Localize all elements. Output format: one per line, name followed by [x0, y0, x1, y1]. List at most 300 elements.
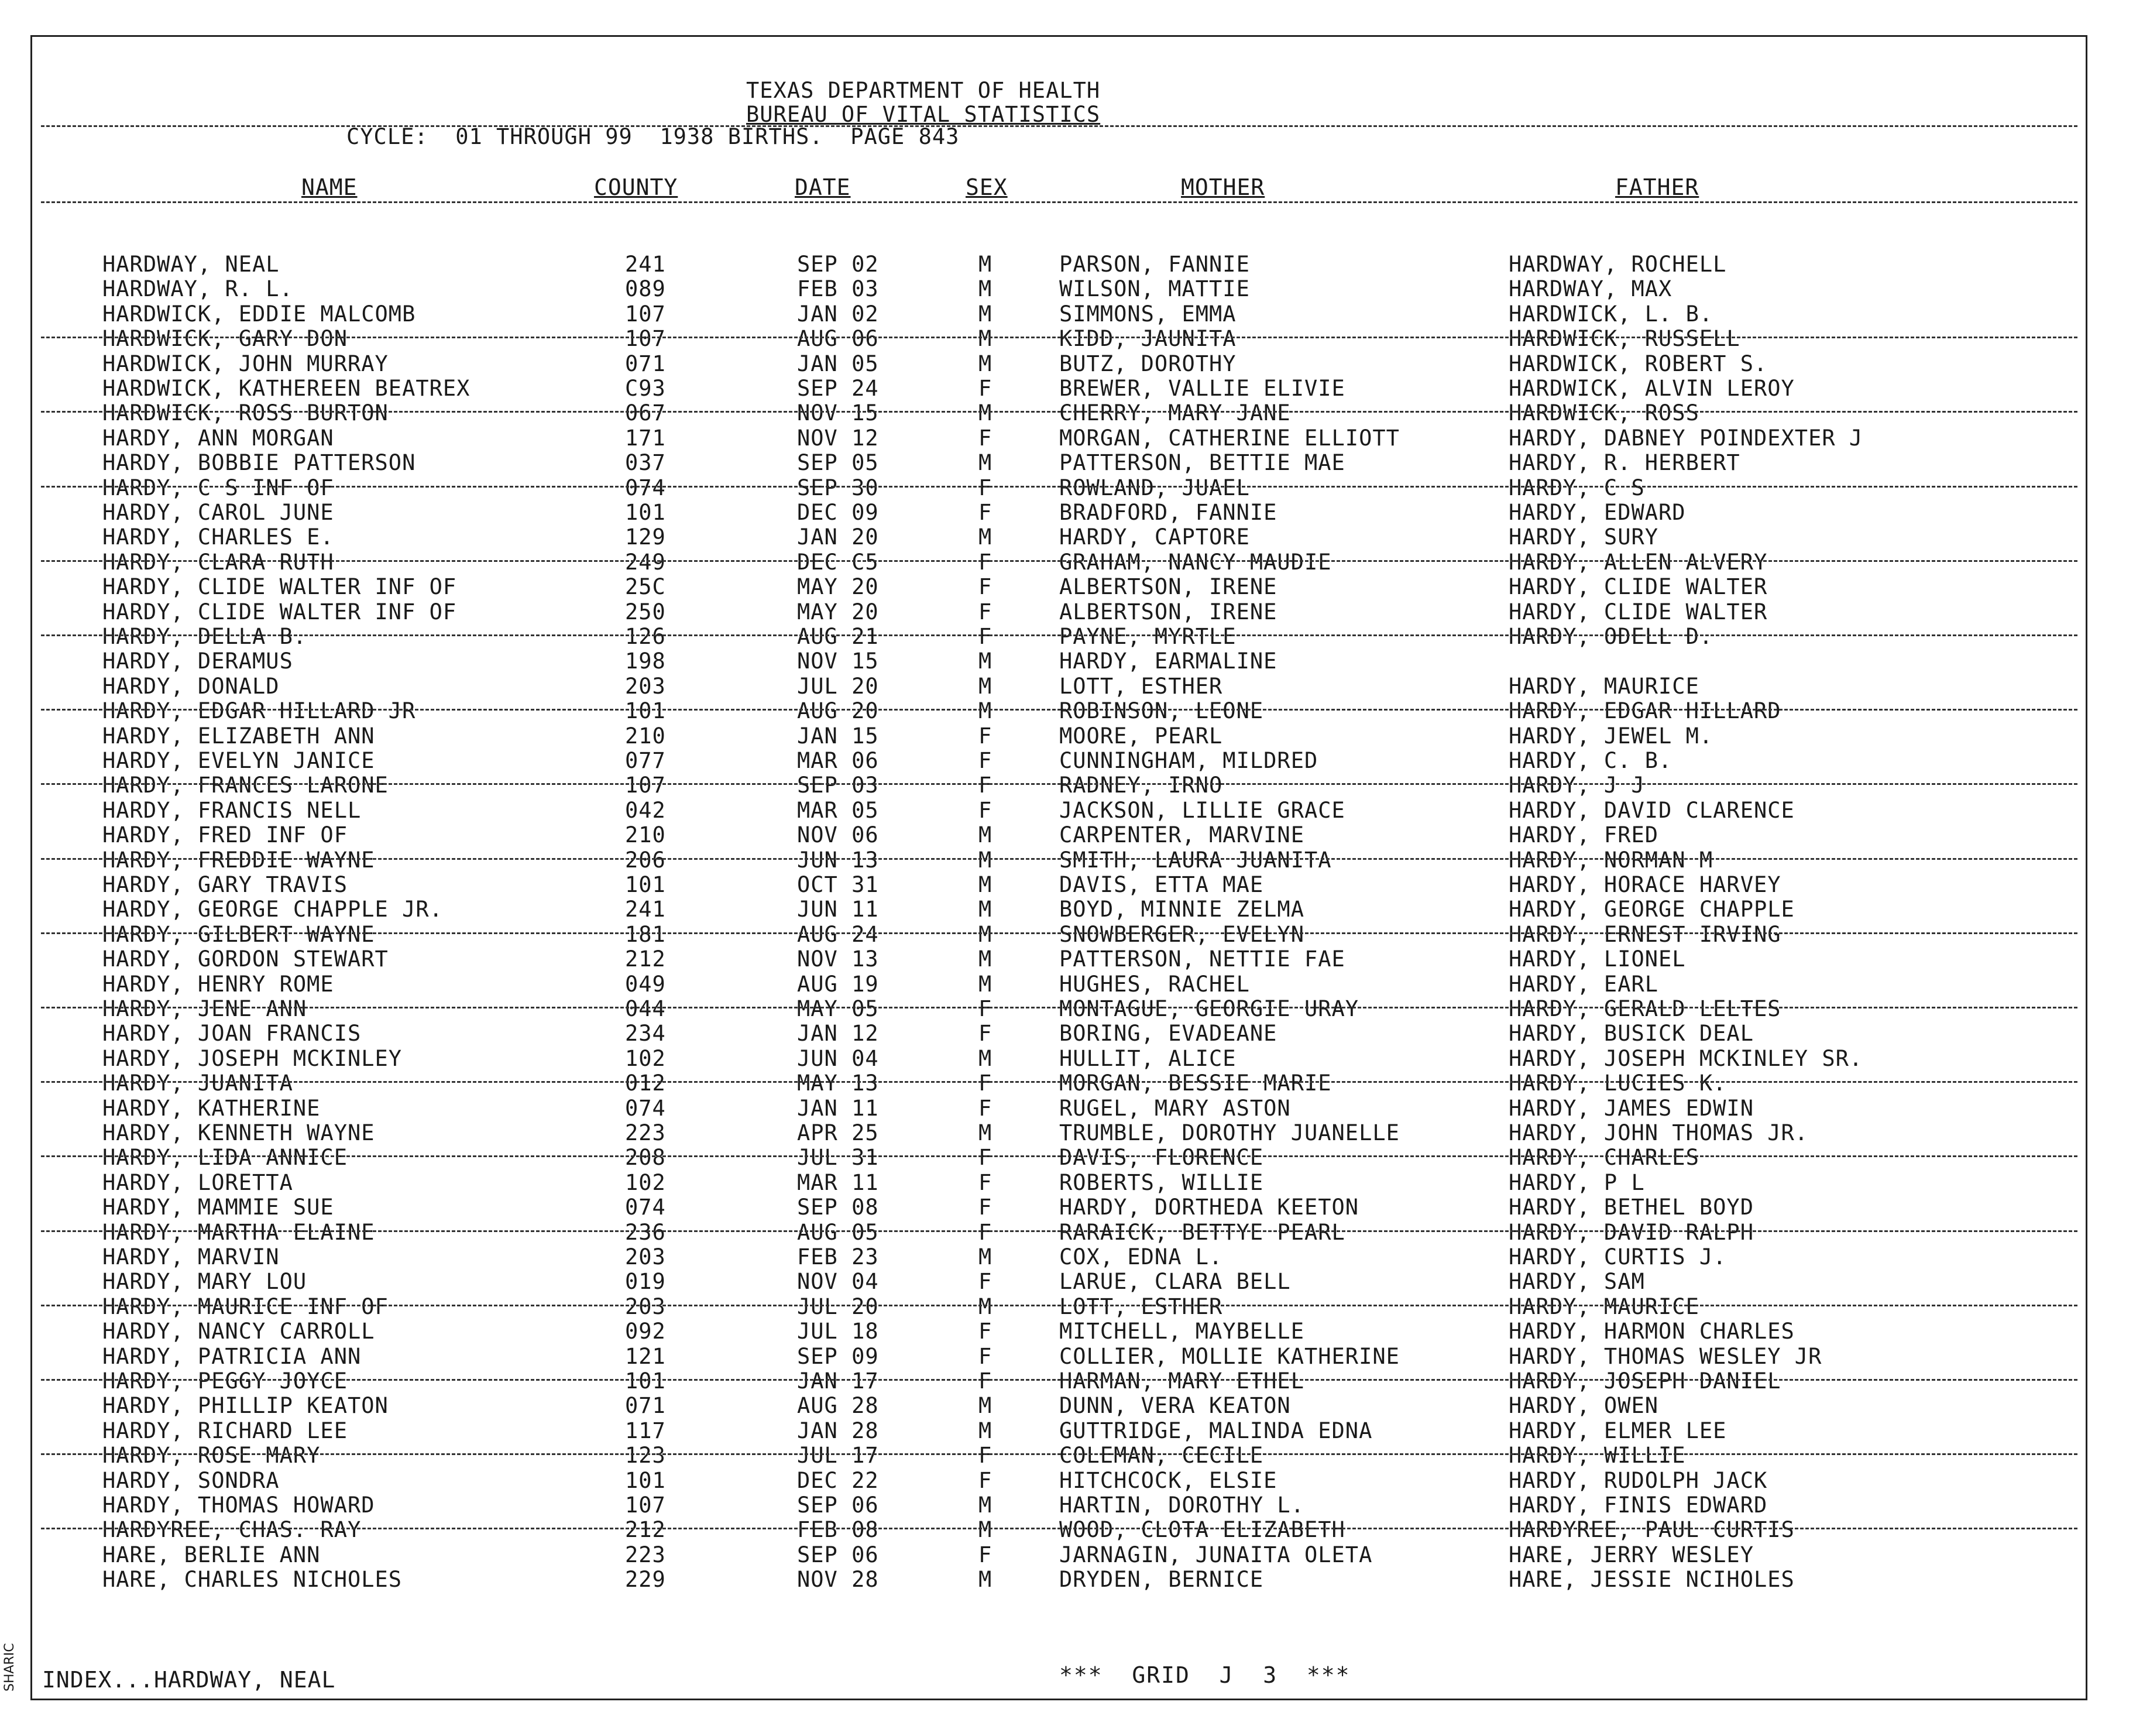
- record-father: HARDY, CURTIS J.: [1509, 1244, 1727, 1270]
- grid-footer: *** GRID J 3 ***: [1059, 1662, 1351, 1688]
- record-father: HARDWAY, MAX: [1509, 276, 1672, 301]
- record-sex: F: [978, 624, 992, 649]
- record-row: [0, 1195, 1990, 1219]
- record-sex: M: [978, 1046, 992, 1071]
- record-row: [0, 426, 1990, 450]
- record-father: HARDY, WILLIE: [1509, 1443, 1686, 1468]
- record-father: HARDY, JOSEPH DANIEL: [1509, 1368, 1781, 1394]
- record-father: HARDY, CLIDE WALTER: [1509, 599, 1768, 625]
- record-mother: ROBINSON, LEONE: [1059, 698, 1264, 723]
- record-date: DEC 09: [797, 500, 879, 525]
- record-mother: PARSON, FANNIE: [1059, 252, 1250, 277]
- record-date: SEP 03: [797, 773, 879, 798]
- record-county: 241: [625, 897, 666, 922]
- record-name: HARDY, FRANCES LARONE: [102, 773, 389, 798]
- record-father: HARDY, CHARLES: [1509, 1145, 1699, 1170]
- record-father: HARDY, ODELL D.: [1509, 624, 1713, 649]
- record-date: AUG 21: [797, 624, 879, 649]
- record-county: 126: [625, 624, 666, 649]
- row-group-divider: [41, 1230, 2077, 1232]
- record-sex: M: [978, 649, 992, 674]
- record-sex: F: [978, 1170, 992, 1195]
- record-date: JAN 02: [797, 301, 879, 327]
- record-name: HARE, CHARLES NICHOLES: [102, 1567, 403, 1592]
- record-row: [0, 698, 1990, 723]
- row-group-divider: [41, 783, 2077, 785]
- record-father: HARDYREE, PAUL CURTIS: [1509, 1517, 1795, 1542]
- record-mother: CUNNINGHAM, MILDRED: [1059, 748, 1318, 773]
- record-sex: M: [978, 848, 992, 873]
- cycle-line: CYCLE: 01 THROUGH 99 1938 BIRTHS. PAGE 843: [346, 124, 960, 149]
- record-mother: WOOD, CLOTA ELIZABETH: [1059, 1517, 1345, 1542]
- record-row: [0, 1517, 1990, 1542]
- record-name: HARDYREE, CHAS. RAY: [102, 1517, 362, 1542]
- record-father: HARDWICK, L. B.: [1509, 301, 1713, 327]
- record-county: 249: [625, 550, 666, 575]
- record-county: 101: [625, 1468, 666, 1493]
- record-name: HARDY, MARTHA ELAINE: [102, 1220, 375, 1245]
- record-date: SEP 06: [797, 1542, 879, 1567]
- record-county: 071: [625, 1393, 666, 1418]
- record-name: HARDWICK, GARY DON: [102, 326, 348, 351]
- record-father: HARDY, FINIS EDWARD: [1509, 1493, 1768, 1518]
- record-name: HARDY, FRANCIS NELL: [102, 798, 362, 823]
- record-mother: CARPENTER, MARVINE: [1059, 822, 1304, 848]
- record-name: HARDY, MAURICE INF OF: [102, 1294, 389, 1319]
- record-date: APR 25: [797, 1120, 879, 1145]
- record-date: MAR 11: [797, 1170, 879, 1195]
- col-header-sex: SEX: [966, 174, 1008, 200]
- record-mother: RUGEL, MARY ASTON: [1059, 1096, 1291, 1121]
- record-mother: GRAHAM, NANCY MAUDIE: [1059, 550, 1332, 575]
- record-date: SEP 05: [797, 450, 879, 475]
- record-county: 210: [625, 822, 666, 848]
- record-name: HARDY, BOBBIE PATTERSON: [102, 450, 416, 475]
- record-county: 101: [625, 500, 666, 525]
- row-group-divider: [41, 932, 2077, 934]
- header-subtitle: BUREAU OF VITAL STATISTICS: [746, 102, 1101, 127]
- record-county: 241: [625, 252, 666, 277]
- record-name: HARDY, JUANITA: [102, 1071, 293, 1096]
- record-name: HARDY, HENRY ROME: [102, 972, 334, 997]
- record-county: 101: [625, 872, 666, 897]
- row-group-divider: [41, 1081, 2077, 1083]
- record-sex: M: [978, 822, 992, 848]
- col-header-county: COUNTY: [594, 174, 678, 200]
- record-mother: BORING, EVADEANE: [1059, 1021, 1277, 1046]
- record-county: 107: [625, 773, 666, 798]
- record-sex: F: [978, 773, 992, 798]
- record-name: HARDY, FREDDIE WAYNE: [102, 848, 375, 873]
- record-name: HARDY, KATHERINE: [102, 1096, 321, 1121]
- record-name: HARDY, SONDRA: [102, 1468, 280, 1493]
- record-mother: HARDY, EARMALINE: [1059, 649, 1277, 674]
- record-row: [0, 1368, 1990, 1393]
- row-group-divider: [41, 1453, 2077, 1455]
- record-sex: F: [978, 723, 992, 749]
- record-mother: LOTT, ESTHER: [1059, 674, 1223, 699]
- record-mother: ALBERTSON, IRENE: [1059, 599, 1277, 625]
- record-name: HARDY, MARY LOU: [102, 1269, 307, 1294]
- record-county: 089: [625, 276, 666, 301]
- record-father: HARDY, C. B.: [1509, 748, 1672, 773]
- record-mother: BREWER, VALLIE ELIVIE: [1059, 376, 1345, 401]
- record-county: 077: [625, 748, 666, 773]
- record-date: FEB 08: [797, 1517, 879, 1542]
- record-date: JAN 28: [797, 1418, 879, 1443]
- record-row: [0, 1393, 1990, 1418]
- record-county: 203: [625, 674, 666, 699]
- record-sex: F: [978, 376, 992, 401]
- record-name: HARDY, FRED INF OF: [102, 822, 348, 848]
- record-county: 171: [625, 426, 666, 451]
- record-row: [0, 550, 1990, 574]
- record-row: [0, 326, 1990, 351]
- row-group-divider: [41, 560, 2077, 562]
- record-name: HARDY, DELLA B.: [102, 624, 307, 649]
- record-name: HARDY, CHARLES E.: [102, 524, 334, 550]
- row-group-divider: [41, 411, 2077, 413]
- record-row: [0, 798, 1990, 822]
- record-row: [0, 1244, 1990, 1269]
- record-county: 212: [625, 946, 666, 972]
- record-row: [0, 897, 1990, 921]
- record-county: 012: [625, 1071, 666, 1096]
- record-name: HARDY, CLARA RUTH: [102, 550, 334, 575]
- record-name: HARDY, GILBERT WAYNE: [102, 922, 375, 947]
- col-header-mother: MOTHER: [1181, 174, 1265, 200]
- record-sex: F: [978, 599, 992, 625]
- record-father: HARDY, JOHN THOMAS JR.: [1509, 1120, 1809, 1145]
- col-header-name: NAME: [301, 174, 358, 200]
- record-date: JAN 05: [797, 351, 879, 376]
- record-mother: PAYNE, MYRTLE: [1059, 624, 1237, 649]
- record-father: HARDY, ERNEST IRVING: [1509, 922, 1781, 947]
- row-group-divider: [41, 1379, 2077, 1381]
- record-mother: DRYDEN, BERNICE: [1059, 1567, 1264, 1592]
- record-date: MAY 05: [797, 996, 879, 1021]
- record-father: HARDY, MAURICE: [1509, 674, 1699, 699]
- record-name: HARDY, CLIDE WALTER INF OF: [102, 574, 457, 599]
- record-date: JUL 31: [797, 1145, 879, 1170]
- record-county: 129: [625, 524, 666, 550]
- record-row: [0, 252, 1990, 276]
- record-date: NOV 12: [797, 426, 879, 451]
- record-father: HARDY, FRED: [1509, 822, 1659, 848]
- record-sex: F: [978, 500, 992, 525]
- record-father: HARDY, P L: [1509, 1170, 1645, 1195]
- record-father: HARDY, EARL: [1509, 972, 1659, 997]
- record-father: HARDY, C S: [1509, 475, 1645, 500]
- record-row: [0, 1021, 1990, 1045]
- record-row: [0, 649, 1990, 673]
- record-county: 206: [625, 848, 666, 873]
- record-name: HARDWICK, ROSS BURTON: [102, 400, 389, 426]
- record-date: AUG 19: [797, 972, 879, 997]
- record-row: [0, 848, 1990, 872]
- record-row: [0, 1170, 1990, 1195]
- record-name: HARDY, C S INF OF: [102, 475, 334, 500]
- record-row: [0, 748, 1990, 773]
- record-sex: F: [978, 475, 992, 500]
- record-date: SEP 30: [797, 475, 879, 500]
- row-group-divider: [41, 1305, 2077, 1306]
- record-sex: M: [978, 524, 992, 550]
- record-county: 044: [625, 996, 666, 1021]
- record-name: HARDY, GEORGE CHAPPLE JR.: [102, 897, 443, 922]
- record-sex: F: [978, 1021, 992, 1046]
- record-sex: M: [978, 922, 992, 947]
- record-name: HARDY, PHILLIP KEATON: [102, 1393, 389, 1418]
- row-group-divider: [41, 1528, 2077, 1529]
- record-date: MAY 13: [797, 1071, 879, 1096]
- record-name: HARDY, RICHARD LEE: [102, 1418, 348, 1443]
- record-sex: M: [978, 1244, 992, 1270]
- record-name: HARDY, ANN MORGAN: [102, 426, 334, 451]
- record-date: JAN 17: [797, 1368, 879, 1394]
- record-father: HARDY, CLIDE WALTER: [1509, 574, 1768, 599]
- record-row: [0, 922, 1990, 946]
- record-father: HARDWICK, ROBERT S.: [1509, 351, 1768, 376]
- record-date: JUN 11: [797, 897, 879, 922]
- record-county: 107: [625, 1493, 666, 1518]
- record-father: HARE, JERRY WESLEY: [1509, 1542, 1754, 1567]
- record-sex: M: [978, 674, 992, 699]
- record-date: AUG 20: [797, 698, 879, 723]
- record-mother: ROWLAND, JUAEL: [1059, 475, 1250, 500]
- record-name: HARDY, JENE ANN: [102, 996, 307, 1021]
- record-sex: M: [978, 252, 992, 277]
- record-county: 203: [625, 1244, 666, 1270]
- record-date: SEP 09: [797, 1344, 879, 1369]
- record-father: HARDY, JAMES EDWIN: [1509, 1096, 1754, 1121]
- record-county: 102: [625, 1170, 666, 1195]
- record-row: [0, 475, 1990, 500]
- record-sex: F: [978, 798, 992, 823]
- record-date: NOV 28: [797, 1567, 879, 1592]
- record-row: [0, 1418, 1990, 1443]
- record-sex: F: [978, 426, 992, 451]
- record-sex: M: [978, 301, 992, 327]
- record-mother: KIDD, JAUNITA: [1059, 326, 1237, 351]
- record-name: HARDY, LIDA ANNICE: [102, 1145, 348, 1170]
- record-mother: BUTZ, DOROTHY: [1059, 351, 1237, 376]
- record-mother: PATTERSON, NETTIE FAE: [1059, 946, 1345, 972]
- record-date: OCT 31: [797, 872, 879, 897]
- record-name: HARDY, GARY TRAVIS: [102, 872, 348, 897]
- record-sex: M: [978, 698, 992, 723]
- record-name: HARDWAY, NEAL: [102, 252, 280, 277]
- record-date: AUG 06: [797, 326, 879, 351]
- record-sex: F: [978, 1368, 992, 1394]
- record-date: JAN 15: [797, 723, 879, 749]
- record-sex: F: [978, 1319, 992, 1344]
- row-group-divider: [41, 858, 2077, 860]
- record-father: HARDY, HARMON CHARLES: [1509, 1319, 1795, 1344]
- record-county: 208: [625, 1145, 666, 1170]
- record-row: [0, 276, 1990, 301]
- record-date: NOV 15: [797, 400, 879, 426]
- record-row: [0, 1269, 1990, 1294]
- record-sex: M: [978, 972, 992, 997]
- header-divider-bottom: [41, 201, 2077, 203]
- record-father: HARE, JESSIE NCIHOLES: [1509, 1567, 1795, 1592]
- record-father: HARDY, ALLEN ALVERY: [1509, 550, 1768, 575]
- col-header-father: FATHER: [1615, 174, 1699, 200]
- record-county: 223: [625, 1120, 666, 1145]
- record-row: [0, 1443, 1990, 1467]
- record-father: HARDY, GEORGE CHAPPLE: [1509, 897, 1795, 922]
- record-date: JUL 20: [797, 674, 879, 699]
- record-county: 074: [625, 475, 666, 500]
- record-row: [0, 1220, 1990, 1244]
- record-sex: M: [978, 897, 992, 922]
- record-name: HARDY, PEGGY JOYCE: [102, 1368, 348, 1394]
- record-date: JUN 13: [797, 848, 879, 873]
- record-sex: F: [978, 1071, 992, 1096]
- record-date: MAR 06: [797, 748, 879, 773]
- record-mother: WILSON, MATTIE: [1059, 276, 1250, 301]
- record-father: HARDY, DAVID CLARENCE: [1509, 798, 1795, 823]
- row-group-divider: [41, 634, 2077, 636]
- record-mother: MONTAGUE, GEORGIE URAY: [1059, 996, 1359, 1021]
- record-mother: HUGHES, RACHEL: [1059, 972, 1250, 997]
- record-sex: F: [978, 1220, 992, 1245]
- record-sex: M: [978, 450, 992, 475]
- record-date: FEB 23: [797, 1244, 879, 1270]
- record-date: NOV 13: [797, 946, 879, 972]
- record-county: 102: [625, 1046, 666, 1071]
- row-group-divider: [41, 709, 2077, 711]
- record-county: 074: [625, 1096, 666, 1121]
- record-row: [0, 996, 1990, 1021]
- record-date: NOV 15: [797, 649, 879, 674]
- record-name: HARDWAY, R. L.: [102, 276, 293, 301]
- record-mother: ALBERTSON, IRENE: [1059, 574, 1277, 599]
- record-date: JAN 11: [797, 1096, 879, 1121]
- record-county: 092: [625, 1319, 666, 1344]
- record-father: HARDY, SURY: [1509, 524, 1659, 550]
- record-name: HARDWICK, KATHEREEN BEATREX: [102, 376, 471, 401]
- record-date: MAY 20: [797, 599, 879, 625]
- record-sex: F: [978, 550, 992, 575]
- record-row: [0, 946, 1990, 971]
- record-date: MAY 20: [797, 574, 879, 599]
- header-title: TEXAS DEPARTMENT OF HEALTH: [746, 78, 1101, 103]
- record-name: HARDWICK, EDDIE MALCOMB: [102, 301, 416, 327]
- record-sex: M: [978, 1517, 992, 1542]
- record-row: [0, 1319, 1990, 1343]
- record-sex: M: [978, 872, 992, 897]
- record-county: 223: [625, 1542, 666, 1567]
- record-sex: F: [978, 1096, 992, 1121]
- record-father: HARDY, BETHEL BOYD: [1509, 1195, 1754, 1220]
- record-row: [0, 301, 1990, 326]
- record-row: [0, 574, 1990, 599]
- record-father: HARDY, LIONEL: [1509, 946, 1686, 972]
- record-mother: JACKSON, LILLIE GRACE: [1059, 798, 1345, 823]
- record-date: NOV 06: [797, 822, 879, 848]
- record-sex: M: [978, 326, 992, 351]
- record-mother: PATTERSON, BETTIE MAE: [1059, 450, 1345, 475]
- record-mother: LARUE, CLARA BELL: [1059, 1269, 1291, 1294]
- record-name: HARDY, NANCY CARROLL: [102, 1319, 375, 1344]
- record-mother: HARMAN, MARY ETHEL: [1059, 1368, 1304, 1394]
- record-date: DEC C5: [797, 550, 879, 575]
- row-group-divider: [41, 1007, 2077, 1008]
- record-sex: F: [978, 1344, 992, 1369]
- record-row: [0, 872, 1990, 897]
- record-mother: COLLIER, MOLLIE KATHERINE: [1059, 1344, 1400, 1369]
- record-county: 019: [625, 1269, 666, 1294]
- record-sex: M: [978, 1418, 992, 1443]
- record-county: 198: [625, 649, 666, 674]
- record-date: SEP 24: [797, 376, 879, 401]
- record-date: JUL 18: [797, 1319, 879, 1344]
- record-father: HARDY, RUDOLPH JACK: [1509, 1468, 1768, 1493]
- record-row: [0, 1145, 1990, 1169]
- record-mother: HITCHCOCK, ELSIE: [1059, 1468, 1277, 1493]
- record-name: HARDY, CAROL JUNE: [102, 500, 334, 525]
- record-date: FEB 03: [797, 276, 879, 301]
- record-sex: F: [978, 1269, 992, 1294]
- record-date: SEP 02: [797, 252, 879, 277]
- row-group-divider: [41, 337, 2077, 338]
- record-mother: MITCHELL, MAYBELLE: [1059, 1319, 1304, 1344]
- record-county: 074: [625, 1195, 666, 1220]
- record-row: [0, 524, 1990, 549]
- record-county: 071: [625, 351, 666, 376]
- record-father: HARDWICK, ROSS: [1509, 400, 1699, 426]
- record-county: 101: [625, 1368, 666, 1394]
- side-mark: SHARIC: [2, 1643, 17, 1692]
- record-mother: SIMMONS, EMMA: [1059, 301, 1237, 327]
- record-sex: M: [978, 1393, 992, 1418]
- record-date: DEC 22: [797, 1468, 879, 1493]
- record-sex: F: [978, 1542, 992, 1567]
- record-row: [0, 500, 1990, 524]
- record-name: HARDY, JOSEPH MCKINLEY: [102, 1046, 403, 1071]
- record-mother: RARAICK, BETTYE PEARL: [1059, 1220, 1345, 1245]
- record-mother: GUTTRIDGE, MALINDA EDNA: [1059, 1418, 1373, 1443]
- record-father: HARDY, NORMAN M: [1509, 848, 1713, 873]
- record-date: JUL 17: [797, 1443, 879, 1468]
- record-sex: F: [978, 748, 992, 773]
- record-name: HARDY, GORDON STEWART: [102, 946, 389, 972]
- record-mother: HULLIT, ALICE: [1059, 1046, 1237, 1071]
- record-date: SEP 08: [797, 1195, 879, 1220]
- record-county: 049: [625, 972, 666, 997]
- record-county: C93: [625, 376, 666, 401]
- record-county: 107: [625, 326, 666, 351]
- record-row: [0, 1096, 1990, 1120]
- record-county: 250: [625, 599, 666, 625]
- record-sex: M: [978, 1120, 992, 1145]
- record-father: HARDY, GERALD LELTES: [1509, 996, 1781, 1021]
- record-sex: F: [978, 1443, 992, 1468]
- record-father: HARDY, DABNEY POINDEXTER J: [1509, 426, 1863, 451]
- record-father: HARDY, EDWARD: [1509, 500, 1686, 525]
- record-father: HARDY, THOMAS WESLEY JR: [1509, 1344, 1822, 1369]
- record-sex: M: [978, 351, 992, 376]
- record-name: HARDY, DONALD: [102, 674, 280, 699]
- record-name: HARDY, MARVIN: [102, 1244, 280, 1270]
- record-name: HARDY, DERAMUS: [102, 649, 293, 674]
- record-father: HARDY, HORACE HARVEY: [1509, 872, 1781, 897]
- record-name: HARDY, THOMAS HOWARD: [102, 1493, 375, 1518]
- record-mother: CHERRY, MARY JANE: [1059, 400, 1291, 426]
- record-row: [0, 1071, 1990, 1095]
